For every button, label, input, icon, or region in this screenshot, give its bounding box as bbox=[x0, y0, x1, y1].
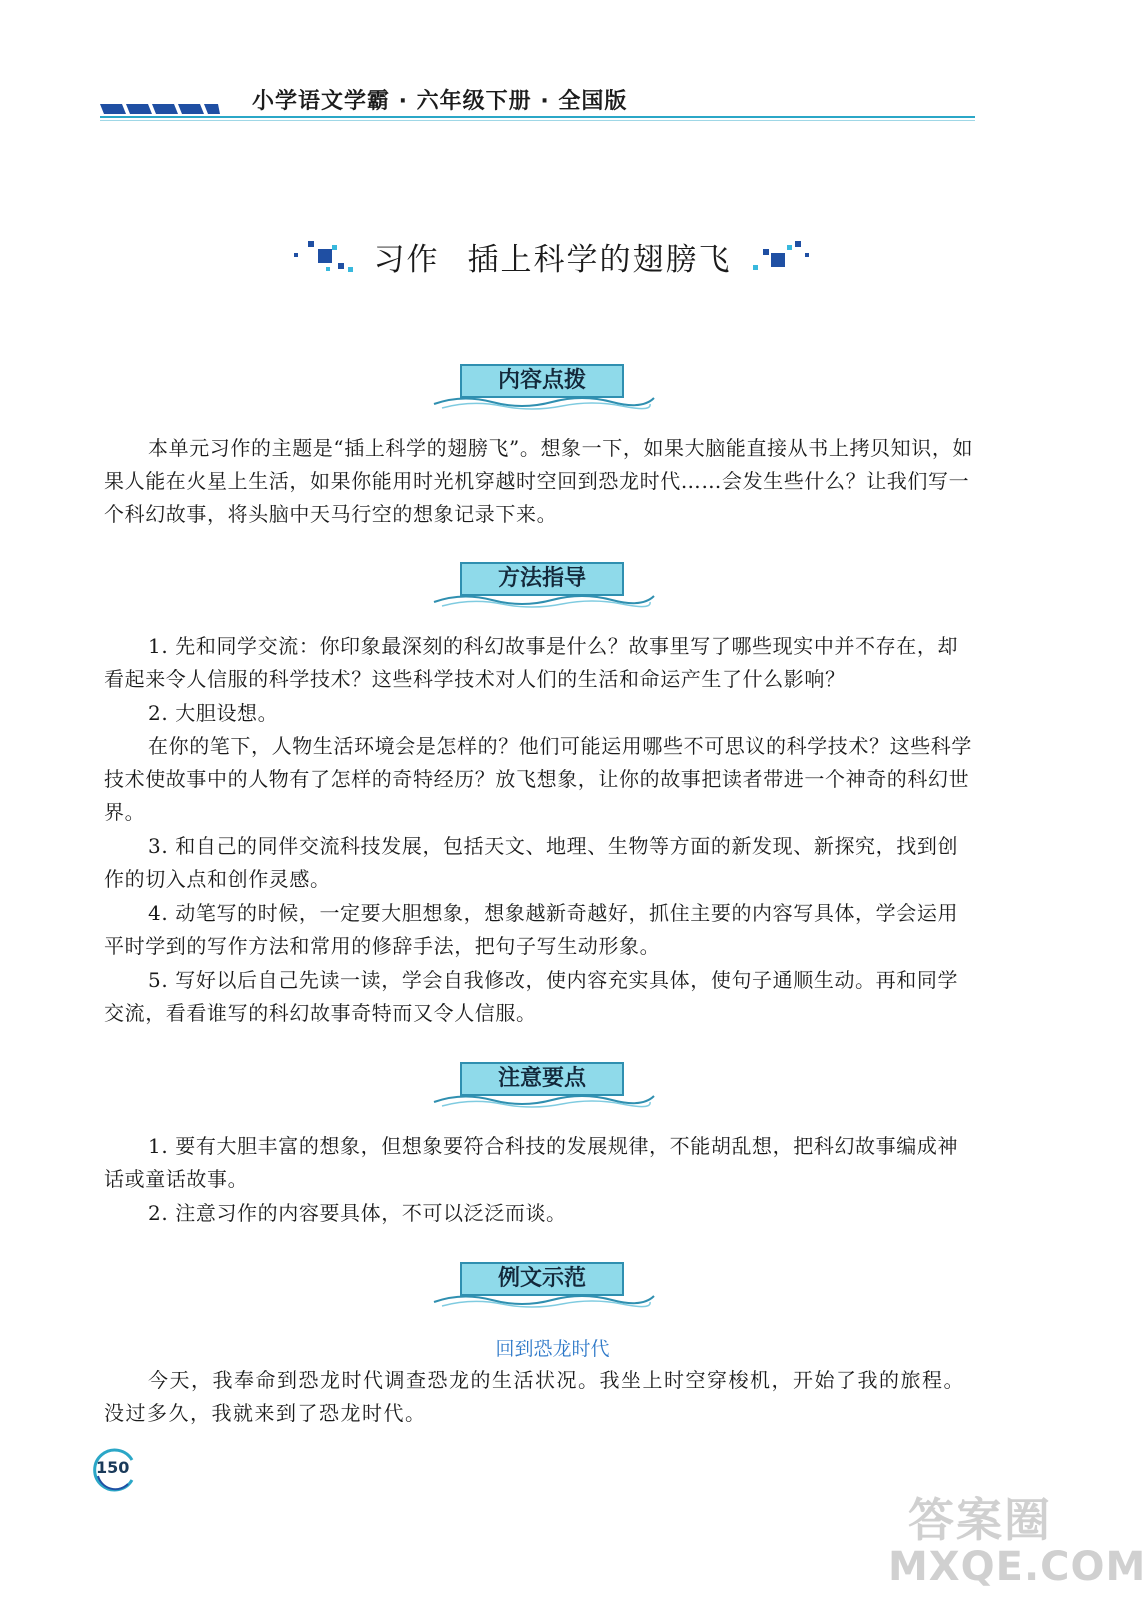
watermark-line2: MXQE.COM bbox=[888, 1544, 1146, 1590]
section-badge-content bbox=[432, 360, 656, 410]
method-item-5: 5. 写好以后自己先读一读，学会自我修改，使内容充实具体，使句子通顺生动。再和同学交流，看看谁写的科幻故事奇特而又令人信服。 bbox=[104, 968, 959, 1025]
pixel-deco-right-icon bbox=[751, 237, 813, 277]
book-header-title: 小学语文学霸 · 六年级下册 · 全国版 bbox=[252, 89, 628, 114]
header-rule-thin bbox=[100, 120, 975, 121]
section-badge-notes bbox=[432, 1058, 656, 1108]
section-label-method: 方法指导 bbox=[497, 566, 586, 591]
header-stripe-decoration bbox=[100, 100, 220, 116]
method-item-1: 1. 先和同学交流：你印象最深刻的科幻故事是什么？故事里写了哪些现实中并不存在，却看起来令人信服的科学技术？这些科学技术对人们的生活和命运产生了什么影响？ bbox=[104, 634, 959, 691]
section-label-content: 内容点拨 bbox=[497, 368, 586, 393]
section-label-example: 例文示范 bbox=[497, 1266, 586, 1291]
method-item-4: 4. 动笔写的时候，一定要大胆想象，想象越新奇越好，抓住主要的内容写具体，学会运用平时学到的写作方法和常用的修辞手法，把句子写生动形象。 bbox=[104, 901, 959, 958]
example-essay-title: 回到恐龙时代 bbox=[495, 1338, 610, 1360]
watermark-line1: 答案圈 bbox=[908, 1493, 1052, 1547]
page-number: 150 bbox=[96, 1458, 130, 1477]
header-rule bbox=[100, 116, 975, 118]
watermark-logo bbox=[880, 1484, 1146, 1592]
content-paragraph: 本单元习作的主题是“插上科学的翅膀飞”。想象一下，如果大脑能直接从书上拷贝知识，如果人能在火星上生活，如果你能用时光机穿越时空回到恐龙时代……会发生些什么？让我们写一个科幻故事，将头脑中天马行空的想象记录下来。 bbox=[104, 436, 974, 526]
section-badge-example bbox=[432, 1258, 656, 1308]
method-item-2-detail: 在你的笔下，人物生活环境会是怎样的？他们可能运用哪些不可思议的科学技术？这些科学技术使故事中的人物有了怎样的奇特经历？放飞想象，让你的故事把读者带进一个神奇的科幻世界。 bbox=[104, 734, 972, 824]
pixel-deco-left-icon bbox=[292, 237, 354, 277]
method-item-2: 2. 大胆设想。 bbox=[148, 701, 279, 725]
section-badge-method bbox=[432, 558, 656, 608]
notes-item-2: 2. 注意习作的内容要具体，不可以泛泛而谈。 bbox=[148, 1201, 567, 1225]
title-prefix: 习作 bbox=[373, 242, 440, 278]
title-name: 插上科学的翅膀飞 bbox=[467, 242, 732, 278]
example-essay-text: 今天，我奉命到恐龙时代调查恐龙的生活状况。我坐上时空穿梭机，开始了我的旅程。没过多久，我就来到了恐龙时代。 bbox=[104, 1368, 965, 1425]
lesson-title bbox=[0, 234, 1105, 279]
method-item-3: 3. 和自己的同伴交流科技发展，包括天文、地理、生物等方面的新发现、新探究，找到创作的切入点和创作灵感。 bbox=[104, 834, 959, 891]
notes-item-1: 1. 要有大胆丰富的想象，但想象要符合科技的发展规律，不能胡乱想，把科幻故事编成神话或童话故事。 bbox=[104, 1134, 959, 1191]
section-label-notes: 注意要点 bbox=[497, 1066, 586, 1091]
page-number-badge bbox=[92, 1446, 138, 1492]
